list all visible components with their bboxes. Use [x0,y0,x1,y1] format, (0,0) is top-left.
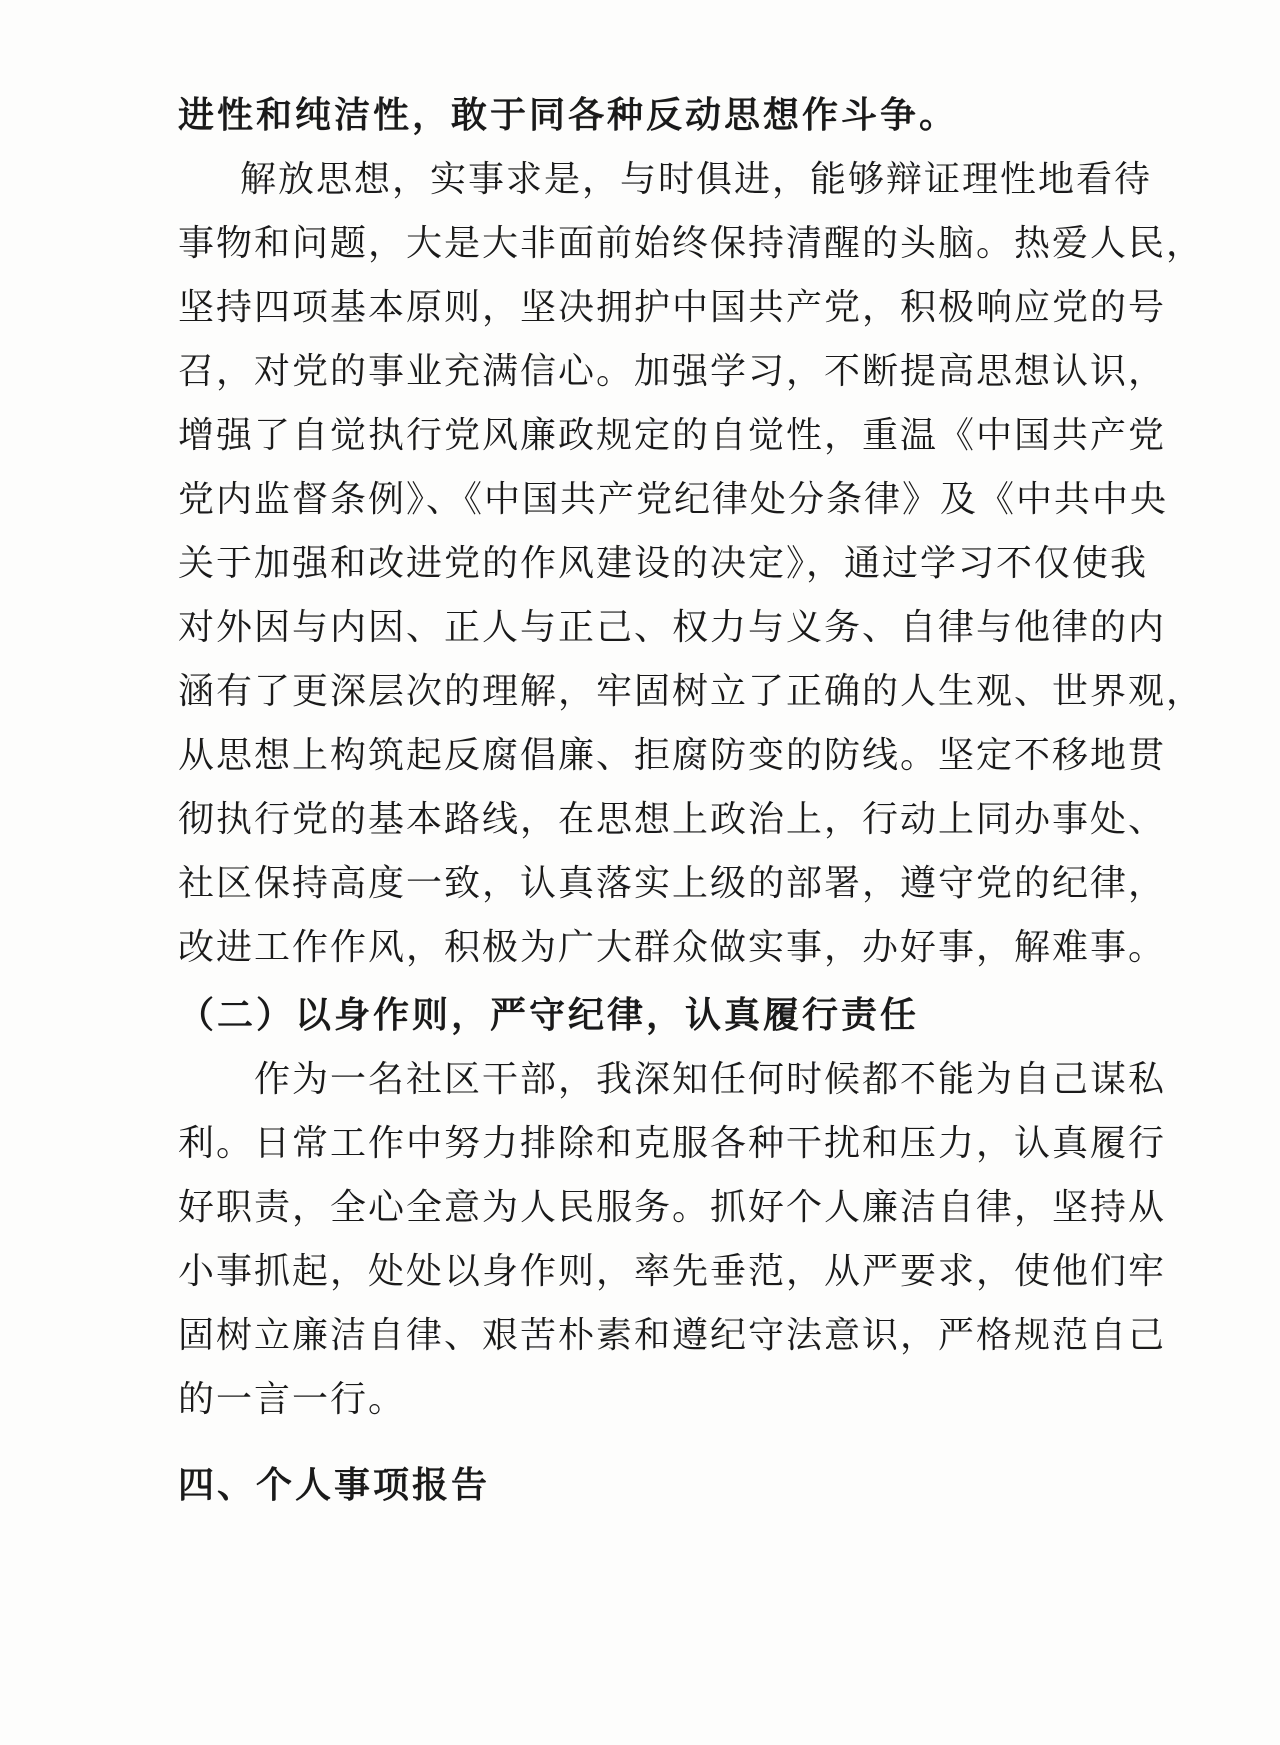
paragraph-2-line: 固树立廉洁自律、艰苦朴素和遵纪守法意识，严格规范自己 [178,1315,1167,1356]
paragraph-2-line: 小事抓起，处处以身作则，率先垂范，从严要求，使他们牢 [178,1251,1167,1292]
paragraph-1-line: 彻执行党的基本路线，在思想上政治上，行动上同办事处、 [178,799,1167,840]
paragraph-1-line: 解放思想，实事求是，与时俱进，能够辩证理性地看待 [240,159,1153,200]
opening-line: 进性和纯洁性，敢于同各种反动思想作斗争。 [178,95,959,136]
paragraph-2-line: 好职责，全心全意为人民服务。抓好个人廉洁自律，坚持从 [178,1187,1167,1228]
paragraph-1-line: 改进工作作风，积极为广大群众做实事，办好事，解难事。 [178,927,1167,968]
paragraph-1-line: 社区保持高度一致，认真落实上级的部署，遵守党的纪律， [178,863,1167,904]
section-4-heading: 四、个人事项报告 [178,1465,491,1506]
paragraph-1-line: 涵有了更深层次的理解，牢固树立了正确的人生观、世界观， [178,671,1205,712]
paragraph-1-line: 党内监督条例》、《中国共产党纪律处分条律》及《中共中央 [178,479,1169,520]
paragraph-1-line: 增强了自觉执行党风廉政规定的自觉性，重温《中国共产党 [178,415,1167,456]
paragraph-1-line: 事物和问题，大是大非面前始终保持清醒的头脑。热爱人民， [178,223,1205,264]
paragraph-1-line: 坚持四项基本原则，坚决拥护中国共产党，积极响应党的号 [178,287,1167,328]
paragraph-2-line: 利。日常工作中努力排除和克服各种干扰和压力，认真履行 [178,1123,1167,1164]
paragraph-1-line: 关于加强和改进党的作风建设的决定》，通过学习不仅使我 [178,543,1149,584]
paragraph-2-line: 的一言一行。 [178,1379,407,1420]
paragraph-2-line: 作为一名社区干部，我深知任何时候都不能为自己谋私 [254,1059,1167,1100]
paragraph-1-line: 对外因与内因、正人与正己、权力与义务、自律与他律的内 [178,607,1167,648]
paragraph-1-line: 召，对党的事业充满信心。加强学习，不断提高思想认识， [178,351,1167,392]
subheading-2: （二）以身作则，严守纪律，认真履行责任 [178,995,920,1036]
paragraph-1-line: 从思想上构筑起反腐倡廉、拒腐防变的防线。坚定不移地贯 [178,735,1167,776]
